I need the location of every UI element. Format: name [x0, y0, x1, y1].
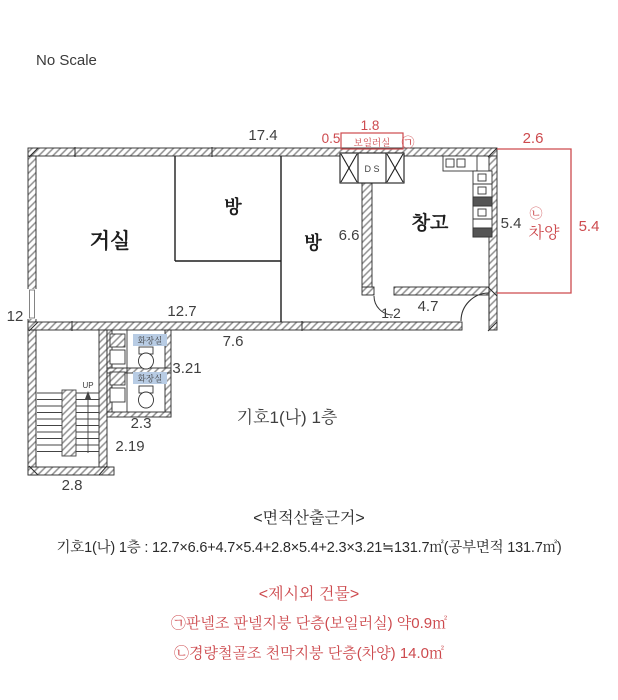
- dim-boiler-width: 1.8: [360, 118, 380, 133]
- storage-fixtures: [443, 156, 492, 237]
- awning-label: 차양: [528, 225, 560, 242]
- wall-bottom: [28, 322, 462, 330]
- dim-awning-width: 2.6: [522, 130, 544, 147]
- dim-interior-height: 6.6: [338, 227, 360, 244]
- toilet-b-label: 화장실: [137, 373, 163, 384]
- duct-label: D S: [364, 164, 380, 174]
- room-b-label: 방: [304, 233, 322, 253]
- dim-awning-height: 5.4: [578, 218, 600, 235]
- room-storage-label: 창고: [411, 213, 449, 234]
- dim-stair-depth: 2.19: [115, 438, 145, 455]
- entry-door: [461, 293, 489, 321]
- wall-top: [28, 148, 497, 156]
- wall-stair-bottom: [28, 467, 114, 475]
- left-wall-window: [27, 289, 38, 319]
- extra-buildings-heading: <제시외 건물>: [258, 586, 360, 603]
- dim-living-width: 12.7: [167, 303, 197, 320]
- toilet-a-label: 화장실: [137, 335, 163, 346]
- dim-top-width: 17.4: [248, 127, 278, 144]
- boiler-room-label: 보일러실: [353, 138, 391, 149]
- dim-hall-width: 7.6: [222, 333, 244, 350]
- dim-boiler-depth: 0.5: [321, 131, 341, 146]
- no-scale-label: No Scale: [36, 52, 97, 69]
- dim-bath-height: 3.21: [172, 360, 202, 377]
- extra-building-awning: ㉡경량철골조 천막지붕 단층(차양) 14.0㎡: [173, 645, 445, 662]
- dim-stair-width: 2.8: [61, 477, 83, 494]
- room-living-label: 거실: [89, 230, 131, 253]
- extra-building-boiler: ㉠판넬조 판넬지붕 단층(보일러실) 약0.9㎡: [170, 615, 448, 632]
- dim-entry-width: 4.7: [417, 298, 439, 315]
- dim-left-height: 12: [6, 308, 24, 325]
- awning-mark: ㉡: [529, 206, 543, 221]
- wall-partition: [362, 183, 372, 287]
- wall-stair-right: [99, 330, 107, 467]
- wall-storage-bottom-b: [394, 287, 489, 295]
- wall-stair-left: [28, 330, 36, 475]
- dim-rear-door-width: 1.2: [381, 305, 401, 321]
- dim-bath-width: 2.3: [130, 415, 152, 432]
- wall-storage-bottom-a: [362, 287, 374, 295]
- room-a-partition: [175, 156, 281, 322]
- area-basis-heading: <면적산출근거>: [253, 510, 365, 527]
- dim-storage-height: 5.4: [500, 215, 522, 232]
- stair-up-label: UP: [82, 381, 94, 390]
- boiler-mark: ㉠: [401, 135, 415, 150]
- staircase: [37, 390, 99, 456]
- plan-caption: 기호1(나) 1층: [236, 408, 338, 427]
- area-formula: 기호1(나) 1층 : 12.7×6.6+4.7×5.4+2.8×5.4+2.3×3.21≒131.7㎡(공부면적 131.7㎡): [56, 540, 562, 556]
- room-a-label: 방: [224, 197, 242, 217]
